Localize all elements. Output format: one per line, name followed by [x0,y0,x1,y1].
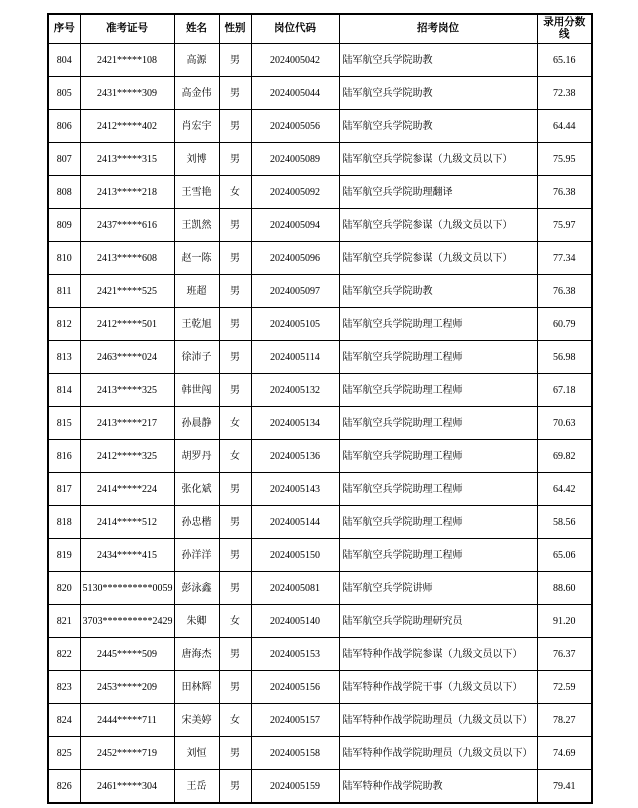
column-header-gender: 性别 [219,14,251,44]
cell-no: 815 [48,407,80,440]
cell-no: 805 [48,77,80,110]
cell-ticket: 2437*****616 [80,209,174,242]
table-row [48,506,592,539]
cell-code: 2024005156 [251,671,339,704]
cell-position: 陆军特种作战学院干事（九级文员以下） [339,671,537,704]
cell-code: 2024005159 [251,770,339,804]
cell-ticket: 2413*****218 [80,176,174,209]
cell-ticket: 2452*****719 [80,737,174,770]
cell-gender: 男 [219,572,251,605]
table-row [48,572,592,605]
cell-ticket: 2413*****217 [80,407,174,440]
cell-position: 陆军航空兵学院参谋（九级文员以下） [339,242,537,275]
table-row [48,143,592,176]
cell-gender: 男 [219,242,251,275]
column-header-score: 录用分数线 [537,14,592,44]
cell-position: 陆军航空兵学院助教 [339,275,537,308]
column-header-ticket: 准考证号 [80,14,174,44]
cell-code: 2024005157 [251,704,339,737]
cell-name: 孙忠楷 [174,506,219,539]
cell-code: 2024005150 [251,539,339,572]
cell-gender: 男 [219,374,251,407]
cell-no: 816 [48,440,80,473]
cell-name: 唐海杰 [174,638,219,671]
cell-name: 孙晨静 [174,407,219,440]
cell-gender: 男 [219,209,251,242]
cell-name: 朱卿 [174,605,219,638]
table-row [48,440,592,473]
cell-position: 陆军航空兵学院助理工程师 [339,440,537,473]
cell-score: 72.38 [537,77,592,110]
cell-gender: 男 [219,44,251,77]
cell-gender: 女 [219,440,251,473]
cell-score: 69.82 [537,440,592,473]
cell-name: 王雪艳 [174,176,219,209]
cell-code: 2024005134 [251,407,339,440]
cell-score: 56.98 [537,341,592,374]
cell-code: 2024005140 [251,605,339,638]
cell-name: 韩世闯 [174,374,219,407]
cell-position: 陆军航空兵学院助教 [339,77,537,110]
cell-name: 高源 [174,44,219,77]
cell-ticket: 2413*****608 [80,242,174,275]
cell-score: 75.95 [537,143,592,176]
cell-ticket: 2414*****512 [80,506,174,539]
cell-position: 陆军航空兵学院参谋（九级文员以下） [339,143,537,176]
cell-gender: 男 [219,506,251,539]
cell-ticket: 3703**********2429 [80,605,174,638]
cell-no: 826 [48,770,80,804]
cell-name: 刘恒 [174,737,219,770]
cell-code: 2024005097 [251,275,339,308]
cell-position: 陆军航空兵学院助理工程师 [339,374,537,407]
cell-score: 65.16 [537,44,592,77]
cell-position: 陆军航空兵学院助理工程师 [339,341,537,374]
cell-no: 810 [48,242,80,275]
cell-score: 64.44 [537,110,592,143]
cell-code: 2024005105 [251,308,339,341]
table-body [48,44,592,804]
cell-no: 817 [48,473,80,506]
cell-gender: 男 [219,671,251,704]
cell-gender: 男 [219,110,251,143]
table-row [48,176,592,209]
table-row [48,44,592,77]
cell-name: 徐沛子 [174,341,219,374]
recruitment-score-table [47,13,593,804]
cell-gender: 男 [219,77,251,110]
cell-ticket: 2412*****402 [80,110,174,143]
cell-no: 823 [48,671,80,704]
cell-name: 孙洋洋 [174,539,219,572]
cell-ticket: 5130**********0059 [80,572,174,605]
column-header-code: 岗位代码 [251,14,339,44]
cell-position: 陆军特种作战学院助教 [339,770,537,804]
cell-name: 宋美婷 [174,704,219,737]
cell-position: 陆军航空兵学院参谋（九级文员以下） [339,209,537,242]
cell-no: 824 [48,704,80,737]
cell-gender: 男 [219,638,251,671]
cell-code: 2024005042 [251,44,339,77]
table-row [48,209,592,242]
cell-name: 高金伟 [174,77,219,110]
column-header-no: 序号 [48,14,80,44]
cell-score: 76.38 [537,275,592,308]
cell-ticket: 2445*****509 [80,638,174,671]
cell-code: 2024005089 [251,143,339,176]
cell-ticket: 2461*****304 [80,770,174,804]
cell-score: 60.79 [537,308,592,341]
cell-ticket: 2413*****325 [80,374,174,407]
cell-code: 2024005143 [251,473,339,506]
cell-no: 821 [48,605,80,638]
cell-score: 88.60 [537,572,592,605]
cell-no: 804 [48,44,80,77]
cell-gender: 男 [219,737,251,770]
cell-ticket: 2413*****315 [80,143,174,176]
cell-no: 808 [48,176,80,209]
cell-name: 赵一陈 [174,242,219,275]
cell-ticket: 2453*****209 [80,671,174,704]
cell-position: 陆军航空兵学院助理工程师 [339,308,537,341]
table-row [48,374,592,407]
cell-position: 陆军航空兵学院助理工程师 [339,539,537,572]
cell-score: 70.63 [537,407,592,440]
table-row [48,605,592,638]
cell-gender: 女 [219,407,251,440]
cell-ticket: 2463*****024 [80,341,174,374]
table-row [48,341,592,374]
cell-gender: 男 [219,341,251,374]
cell-code: 2024005114 [251,341,339,374]
cell-gender: 男 [219,308,251,341]
cell-code: 2024005044 [251,77,339,110]
table-row [48,77,592,110]
cell-score: 79.41 [537,770,592,804]
cell-ticket: 2421*****525 [80,275,174,308]
cell-name: 胡罗丹 [174,440,219,473]
cell-no: 812 [48,308,80,341]
cell-score: 74.69 [537,737,592,770]
cell-position: 陆军航空兵学院助理翻译 [339,176,537,209]
column-header-name: 姓名 [174,14,219,44]
cell-score: 78.27 [537,704,592,737]
cell-code: 2024005092 [251,176,339,209]
cell-gender: 女 [219,704,251,737]
cell-gender: 女 [219,176,251,209]
cell-ticket: 2444*****711 [80,704,174,737]
cell-no: 820 [48,572,80,605]
cell-no: 811 [48,275,80,308]
table-row [48,539,592,572]
cell-score: 64.42 [537,473,592,506]
cell-gender: 男 [219,770,251,804]
cell-ticket: 2412*****501 [80,308,174,341]
cell-code: 2024005153 [251,638,339,671]
cell-position: 陆军特种作战学院助理员（九级文员以下） [339,704,537,737]
cell-score: 91.20 [537,605,592,638]
column-header-position: 招考岗位 [339,14,537,44]
cell-position: 陆军航空兵学院助教 [339,110,537,143]
cell-ticket: 2412*****325 [80,440,174,473]
cell-name: 王岳 [174,770,219,804]
cell-score: 72.59 [537,671,592,704]
cell-code: 2024005094 [251,209,339,242]
cell-gender: 男 [219,275,251,308]
cell-gender: 男 [219,473,251,506]
cell-position: 陆军特种作战学院助理员（九级文员以下） [339,737,537,770]
table-row [48,737,592,770]
cell-ticket: 2431*****309 [80,77,174,110]
table-row [48,638,592,671]
table-row [48,308,592,341]
cell-gender: 女 [219,605,251,638]
cell-code: 2024005136 [251,440,339,473]
cell-position: 陆军航空兵学院助理研究员 [339,605,537,638]
cell-code: 2024005056 [251,110,339,143]
cell-ticket: 2414*****224 [80,473,174,506]
cell-no: 814 [48,374,80,407]
cell-code: 2024005081 [251,572,339,605]
cell-score: 65.06 [537,539,592,572]
table-row [48,110,592,143]
cell-name: 刘博 [174,143,219,176]
table-row [48,473,592,506]
cell-code: 2024005096 [251,242,339,275]
cell-score: 77.34 [537,242,592,275]
cell-position: 陆军航空兵学院助理工程师 [339,407,537,440]
cell-score: 76.38 [537,176,592,209]
cell-position: 陆军特种作战学院参谋（九级文员以下） [339,638,537,671]
cell-name: 田林辉 [174,671,219,704]
cell-ticket: 2421*****108 [80,44,174,77]
cell-score: 58.56 [537,506,592,539]
cell-position: 陆军航空兵学院助教 [339,44,537,77]
table-header-row [48,14,592,44]
cell-gender: 男 [219,539,251,572]
table-row [48,671,592,704]
cell-score: 75.97 [537,209,592,242]
table-row [48,704,592,737]
cell-no: 813 [48,341,80,374]
cell-ticket: 2434*****415 [80,539,174,572]
cell-name: 肖宏宇 [174,110,219,143]
cell-code: 2024005132 [251,374,339,407]
cell-no: 807 [48,143,80,176]
cell-name: 王凯然 [174,209,219,242]
cell-code: 2024005144 [251,506,339,539]
cell-gender: 男 [219,143,251,176]
cell-score: 67.18 [537,374,592,407]
table-row [48,407,592,440]
cell-name: 班超 [174,275,219,308]
cell-no: 806 [48,110,80,143]
cell-name: 彭泳鑫 [174,572,219,605]
cell-no: 809 [48,209,80,242]
cell-name: 王乾旭 [174,308,219,341]
cell-code: 2024005158 [251,737,339,770]
cell-position: 陆军航空兵学院助理工程师 [339,506,537,539]
table-row [48,770,592,804]
cell-no: 825 [48,737,80,770]
table-row [48,242,592,275]
cell-name: 张化斌 [174,473,219,506]
cell-no: 818 [48,506,80,539]
cell-position: 陆军航空兵学院讲师 [339,572,537,605]
table-row [48,275,592,308]
cell-no: 819 [48,539,80,572]
cell-no: 822 [48,638,80,671]
cell-position: 陆军航空兵学院助理工程师 [339,473,537,506]
cell-score: 76.37 [537,638,592,671]
